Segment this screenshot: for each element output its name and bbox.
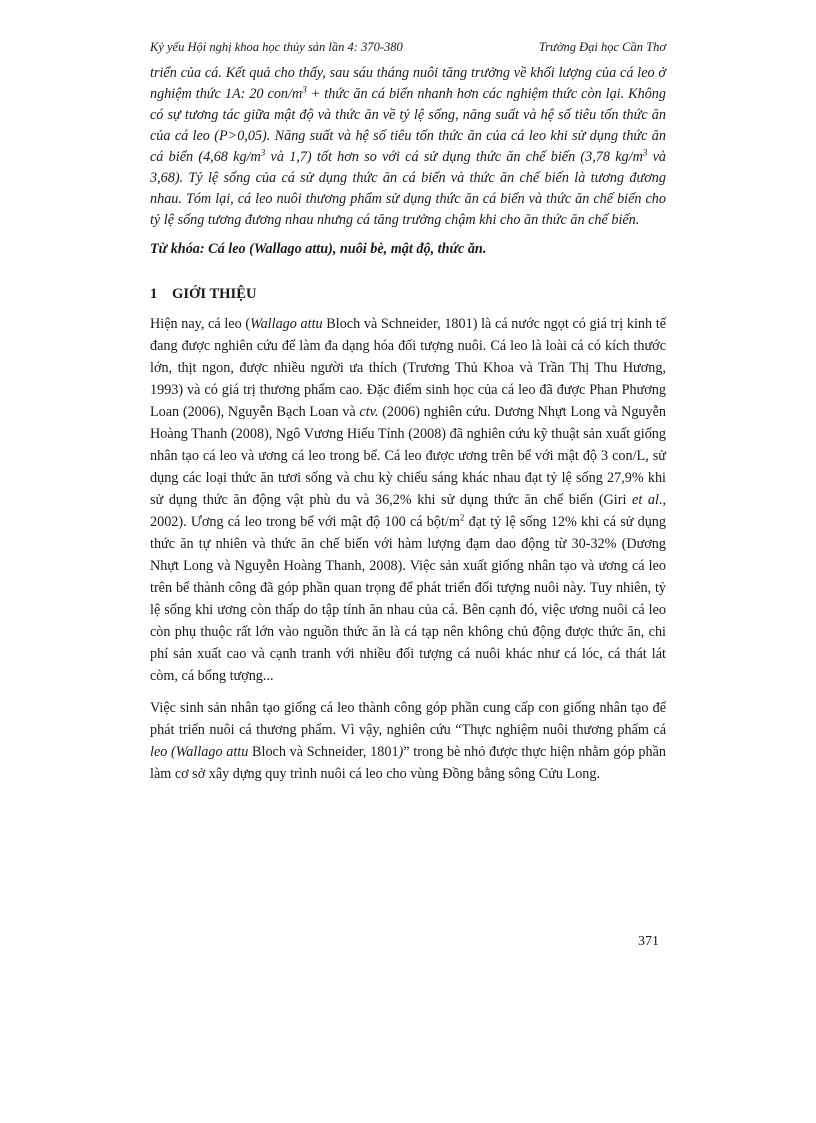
abstract-continuation bbox=[150, 63, 666, 231]
section-number: 1 bbox=[150, 286, 158, 302]
text-run: ., 2002). Ương cá leo trong bể với mật độ 100 cá bột/m bbox=[150, 492, 666, 530]
text-run: Bloch và Schneider, 1801 bbox=[248, 744, 399, 760]
italic-run: leo (Wallago attu bbox=[150, 744, 249, 760]
text-run: Bloch và Schneider, 1801) là cá nước ngọt có giá trị kinh tế đang được nghiên cứu để làm đa dạng hóa đối tượng nuôi. Cá leo là loài cá có kích thước lớn, thịt ngon, được nhiều người ưa thích (Trương Thủ Khoa và Trần Thị Thu Hương, 1993) và có giá trị thương phẩm cao. Đặc điểm sinh học của cá leo đã được Phan Phương Loan (2006), Nguyễn Bạch Loan và bbox=[150, 316, 666, 420]
running-header bbox=[150, 40, 666, 55]
section-title: GIỚI THIỆU bbox=[172, 286, 257, 302]
superscript: 3 bbox=[302, 84, 307, 95]
text-run: Việc sinh sản nhân tạo giống cá leo thành công góp phần cung cấp con giống nhân tạo để phát triển nuôi cá thương phẩm. Vì vậy, nghiên cứu “Thực nghiệm nuôi thương phẩm cá bbox=[150, 700, 666, 738]
italic-run: ctv. bbox=[359, 404, 379, 420]
superscript: 3 bbox=[260, 147, 266, 158]
italic-run: et al bbox=[632, 492, 659, 508]
text-run: đạt tỷ lệ sống 12% khi cá sử dụng thức ăn tự nhiên và thức ăn chế biến với hàm lượng đạm dao động từ 30-32% (Dương Nhựt Long và Nguyễn Hoàng Thanh, 2008). Việc sản xuất giống nhân tạo và ương cá leo trên bể thành công đã góp phần quan trọng để phát triển đối tượng nuôi này. Tuy nhiên, tỷ lệ sống khi ương còn thấp do tập tính ăn nhau của cá. Bên cạnh đó, việc ương nuôi cá leo còn phụ thuộc rất lớn vào nguồn thức ăn là cá tạp nên không chủ động được thức ăn, chi phí sản xuất cao và cạnh tranh với nhiều đối tượng cá nuôi khác như cá lóc, cá thát lát còm, cá bống tượng... bbox=[150, 514, 666, 684]
italic-run: Wallago attu bbox=[250, 316, 323, 332]
header-left: Kỷ yếu Hội nghị khoa học thủy sản lần 4: 370-380 bbox=[150, 40, 403, 54]
superscript: 2 bbox=[459, 512, 465, 523]
abstract-text-1: triển của cá. Kết quả cho thấy, sau sáu tháng nuôi tăng trưởng về khối lượng của cá leo ở nghiệm thức 1A: 20 con/m bbox=[150, 65, 666, 102]
text-run: (2006) nghiên cứu. Dương Nhựt Long và Nguyễn Hoàng Thanh (2008), Ngô Vương Hiếu Tính (2008) đã nghiên cứu kỹ thuật sản xuất giống nhân tạo cá leo và ương cá leo trong bể. Cá leo được ương trên bể với mật độ 3 con/L, sử dụng các loại thức ăn tươi sống và chu kỳ chiếu sáng khác nhau đạt tỷ lệ sống 27,9% khi sử dụng thức ăn động vật phù du và 36,2% khi sử dụng thức ăn chế biến (Giri bbox=[150, 404, 667, 508]
abstract-text-4: và 3,68). Tỷ lệ sống của cá sử dụng thức ăn cá biển và thức ăn chế biến là tương đương nhau. Tóm lại, cá leo nuôi thương phẩm sử dụng thức ăn cá biển và thức ăn chế biến cho tỷ lệ sống tương đương nhau nhưng cá tăng trưởng chậm khi cho ăn thức ăn chế biến. bbox=[150, 149, 666, 228]
intro-paragraph-2 bbox=[150, 697, 666, 785]
abstract-text-2: + thức ăn cá biển nhanh hơn các nghiệm thức còn lại. Không có sự tương tác giữa mật độ và thức ăn về tỷ lệ sống, năng suất và hệ số tiêu tốn thức ăn của cá leo (P>0,05). Năng suất và hệ số tiêu tốn thức ăn của cá leo khi sử dụng thức ăn cá biển (4,68 kg/m bbox=[150, 86, 666, 165]
page-number: 371 bbox=[638, 934, 659, 949]
section-heading bbox=[150, 286, 666, 303]
keywords: Từ khóa: Cá leo (Wallago attu), nuôi bè, mật độ, thức ăn. bbox=[150, 241, 487, 257]
page bbox=[150, 40, 666, 795]
text-run: ” trong bè nhỏ được thực hiện nhằm góp phần làm cơ sở xây dựng quy trình nuôi cá leo cho vùng Đồng bằng sông Cửu Long. bbox=[150, 744, 667, 782]
abstract-text-3: và 1,7) tốt hơn so với cá sử dụng thức ăn chế biến (3,78 kg/m bbox=[265, 149, 643, 165]
intro-paragraph-1 bbox=[150, 313, 666, 687]
header-right: Trường Đại học Cần Thơ bbox=[538, 40, 666, 54]
text-run: Hiện nay, cá leo ( bbox=[150, 316, 251, 332]
superscript: 3 bbox=[642, 147, 648, 158]
italic-run: ) bbox=[398, 744, 404, 760]
